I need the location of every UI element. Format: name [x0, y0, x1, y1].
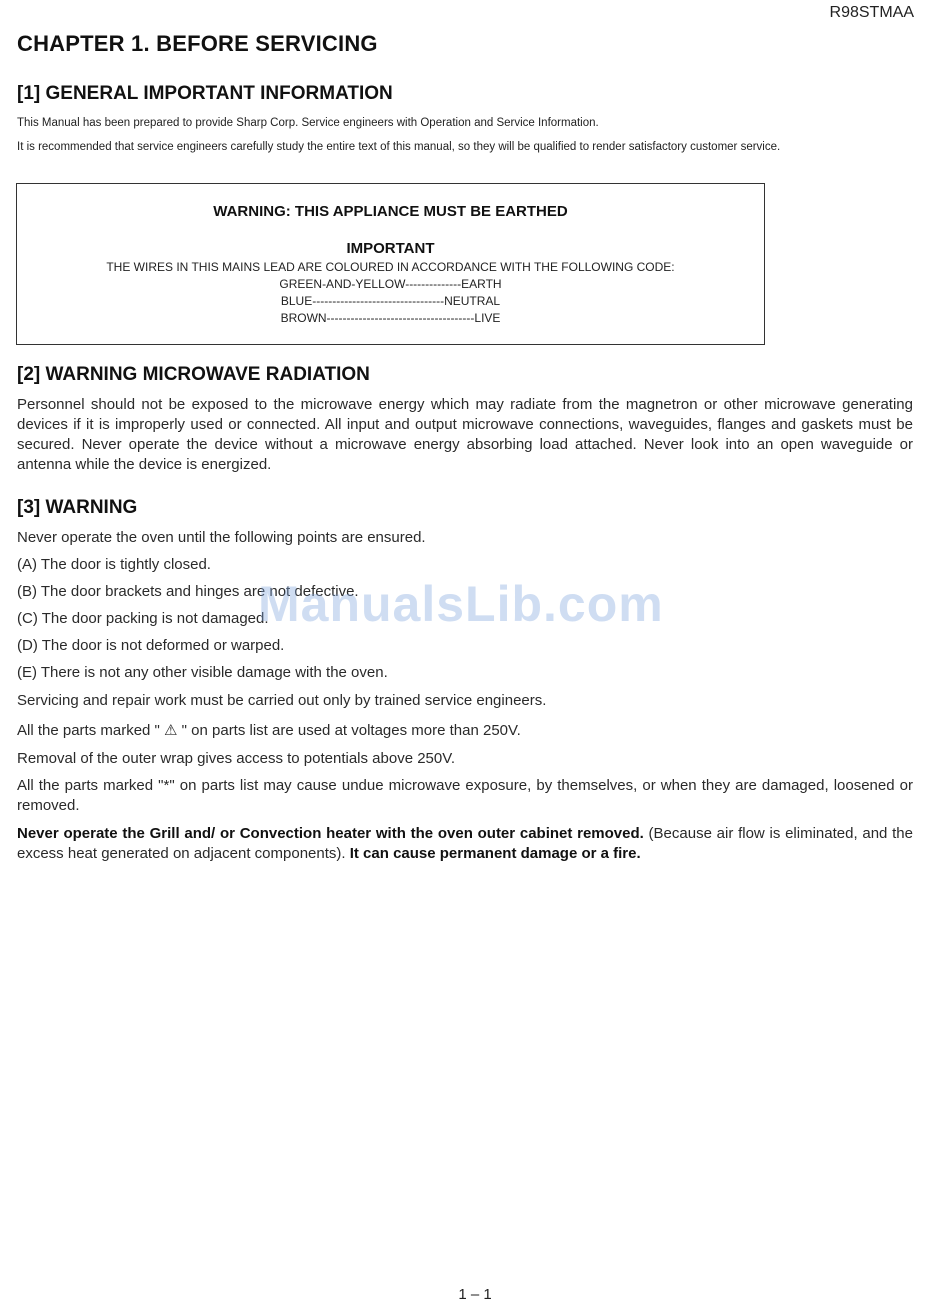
- earthing-warning: WARNING: THIS APPLIANCE MUST BE EARTHED: [213, 203, 568, 220]
- final-warning-bold-2: It can cause permanent damage or a fire.: [349, 845, 641, 862]
- service-note: Servicing and repair work must be carried out only by trained service engineers.: [17, 692, 547, 709]
- section-1-title: [1] GENERAL IMPORTANT INFORMATION: [17, 83, 393, 104]
- parts-microwave-note: All the parts marked "*" on parts list may cause undue microwave exposure, by themselves, or when they are damaged, loosened or removed.: [17, 777, 913, 814]
- final-warning: [17, 824, 913, 864]
- section-3-title: [3] WARNING: [17, 497, 138, 518]
- list-item: (C) The door packing is not damaged.: [17, 610, 269, 627]
- list-item: (E) There is not any other visible damage with the oven.: [17, 664, 388, 681]
- section-2-paragraph: Personnel should not be exposed to the microwave energy which may radiate from the magnetron or other microwave generating devices if it is improperly used or connected. All input and output microwave connections, waveguides, flanges and gaskets must be secured. Never operate the device without a microwave energy absorbing load attached. Never look into an open waveguide or antenna while the device is energized.: [17, 396, 913, 473]
- important-heading: IMPORTANT: [346, 240, 435, 257]
- model-number: R98STMAA: [829, 4, 914, 21]
- parts-voltage-note: All the parts marked " ⚠ " on parts list are used at voltages more than 250V.: [17, 722, 521, 739]
- final-warning-text: (Because air flow is eliminated, and the excess heat generated on adjacent components).: [17, 825, 913, 862]
- section-1-paragraph-2: It is recommended that service engineers carefully study the entire text of this manual, so they will be qualified to render satisfactory customer service.: [17, 141, 781, 153]
- final-warning-bold-1: Never operate the Grill and/ or Convection heater with the oven outer cabinet removed.: [17, 825, 644, 842]
- wire-code-earth: GREEN-AND-YELLOW--------------EARTH: [279, 277, 502, 291]
- outer-wrap-note: Removal of the outer wrap gives access to potentials above 250V.: [17, 750, 456, 767]
- wire-code-neutral: BLUE---------------------------------NEUTRAL: [280, 294, 501, 308]
- section-2-title: [2] WARNING MICROWAVE RADIATION: [17, 364, 370, 385]
- section-1-paragraph-1: This Manual has been prepared to provide Sharp Corp. Service engineers with Operation and Service Information.: [17, 117, 599, 129]
- list-item: (A) The door is tightly closed.: [17, 556, 211, 573]
- section-3-intro: Never operate the oven until the following points are ensured.: [17, 529, 426, 546]
- earthing-warning-box: [16, 183, 765, 345]
- list-item: (B) The door brackets and hinges are not defective.: [17, 583, 359, 600]
- wire-code-line: THE WIRES IN THIS MAINS LEAD ARE COLOURED IN ACCORDANCE WITH THE FOLLOWING CODE:: [106, 260, 675, 274]
- chapter-title: CHAPTER 1. BEFORE SERVICING: [17, 31, 378, 56]
- watermark: ManualsLib.com: [258, 576, 664, 632]
- page-number: 1 – 1: [458, 1286, 492, 1303]
- list-item: (D) The door is not deformed or warped.: [17, 637, 285, 654]
- wire-code-live: BROWN-------------------------------------LIVE: [280, 311, 501, 325]
